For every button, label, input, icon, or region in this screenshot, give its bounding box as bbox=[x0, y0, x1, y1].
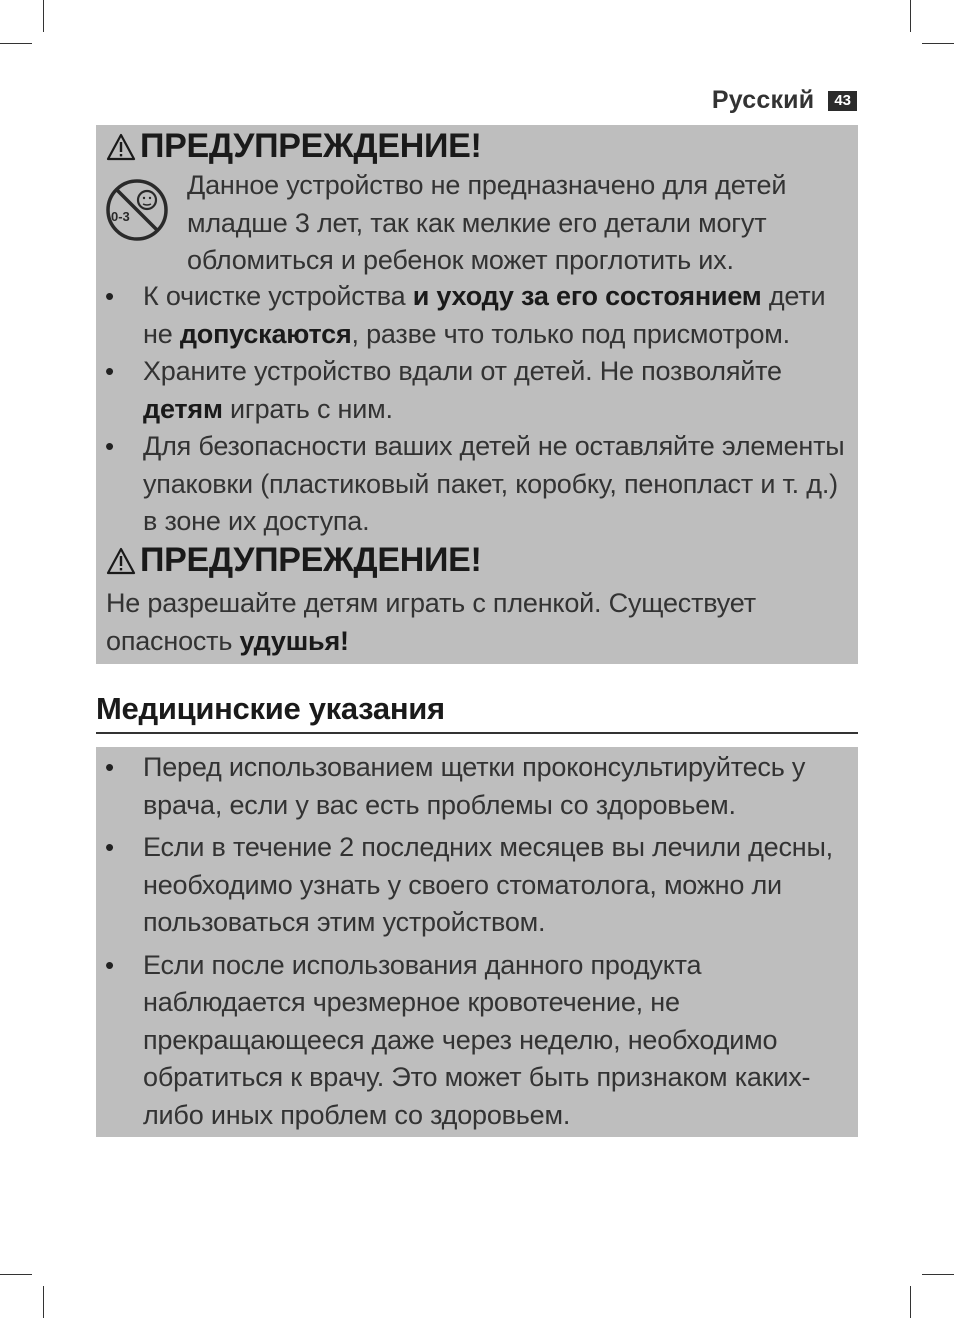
bullet: • bbox=[105, 431, 114, 461]
warning-heading bbox=[106, 541, 482, 580]
list-item: • Для безопасности ваших детей не оставляйте элементы упаковки (пластиковый пакет, коробку, пенопласт и т. д.) в зоне их доступа. bbox=[96, 428, 858, 541]
warning-triangle-icon bbox=[106, 547, 136, 575]
warning-heading bbox=[106, 127, 482, 166]
no-children-under-3-icon bbox=[105, 178, 169, 242]
crop-mark bbox=[922, 1274, 954, 1275]
page-number: 43 bbox=[828, 91, 857, 111]
warning-list bbox=[96, 278, 858, 541]
bullet: • bbox=[105, 832, 114, 862]
crop-mark bbox=[0, 1274, 32, 1275]
list-item: • Храните устройство вдали от детей. Не позволяйте детям играть с ним. bbox=[96, 353, 858, 428]
list-item: • К очистке устройства и уходу за его состоянием дети не допускаются, разве что только под присмотром. bbox=[96, 278, 858, 353]
crop-mark bbox=[43, 1286, 44, 1318]
bullet: • bbox=[105, 949, 114, 980]
crop-mark bbox=[0, 43, 32, 44]
page-header bbox=[712, 86, 857, 115]
bullet: • bbox=[105, 752, 114, 782]
crop-mark bbox=[910, 1286, 911, 1318]
crop-mark bbox=[910, 0, 911, 32]
warning-box bbox=[96, 125, 858, 664]
section-title: Медицинские указания bbox=[96, 690, 858, 734]
medical-list bbox=[96, 749, 858, 1134]
bullet: • bbox=[105, 281, 114, 311]
warning-intro: Данное устройство не предназначено для детей младше 3 лет, так как мелкие его детали могут обломиться и ребенок может проглотить их. bbox=[187, 170, 787, 275]
language-label: Русский bbox=[711, 86, 815, 114]
medical-box bbox=[96, 747, 858, 1137]
warning-text: Не разрешайте детям играть с пленкой. Существует опасность удушья! bbox=[106, 588, 756, 656]
crop-mark bbox=[43, 0, 44, 32]
crop-mark bbox=[922, 43, 954, 44]
warning-title: ПРЕДУПРЕЖДЕНИЕ! bbox=[140, 541, 482, 579]
warning-title: ПРЕДУПРЕЖДЕНИЕ! bbox=[140, 127, 482, 165]
list-item: • Если после использования данного продукта наблюдается чрезмерное кровотечение, не прекращающееся даже через неделю, необходимо обратиться к врачу. Это может быть признаком каких-либо иных проблем со здоровьем. bbox=[96, 947, 858, 1135]
bullet: • bbox=[105, 356, 114, 386]
list-item: • Перед использованием щетки проконсультируйтесь у врача, если у вас есть проблемы со здоровьем. bbox=[96, 749, 858, 824]
list-item: • Если в течение 2 последних месяцев вы лечили десны, необходимо узнать у своего стоматолога, можно ли пользоваться этим устройством. bbox=[96, 829, 858, 942]
age-range-label: 0-3 bbox=[111, 209, 130, 224]
warning-triangle-icon bbox=[106, 133, 136, 161]
